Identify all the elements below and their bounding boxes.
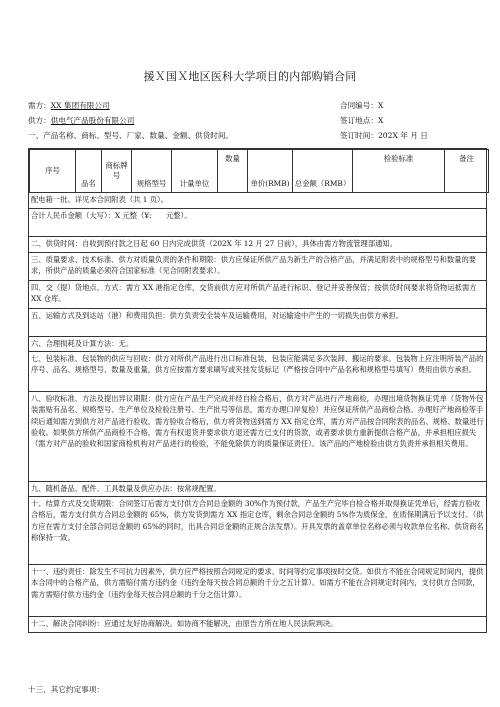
clause-row: 合计人民币金额（大写）：X 元整（¥: 元整）。: [29, 208, 486, 223]
other-terms-heading: 十三、其它约定事项：: [28, 685, 104, 694]
clause-row: 七、包装标准、包装物的供应与回收：供方对所供产品进行出口标准包装，包装应能满足多次装卸、搬运的要求。包装物上应注明所装产品的序号、品名、规格型号、数量及重量，供方应按需方要求刷写或夹挂发货标记（严格按合同中产品名称和规格型号填写）费用由供方承担。: [29, 351, 486, 391]
header-brand: 商标牌号: [102, 150, 132, 193]
header-total: 总金额（RMB）: [293, 150, 353, 193]
clause-row: 十一、违约责任：除发生不可抗力因素外，供方应严格按照合同规定的要求、时间等约定事项按时交货。如供方不能在合同规定时间内，提供本合同中的合格产品，供方需赔付需方违约金（违约金每天按合同总额的千分之五计算）。如需方不能在合同规定时间内，支付供方合同款，需方需赔付供方违约金（违约金每天按合同总额的千分之伍计算）。: [29, 564, 486, 616]
header-qty: 数量: [218, 150, 248, 193]
product-table: [29, 149, 489, 193]
seller-line: [28, 116, 134, 126]
buyer-label: 需方：: [28, 101, 51, 110]
header-seq: 序号: [30, 150, 76, 193]
page-title: 援Ｘ国Ｘ地区医科大学项目的内部购销合同: [143, 70, 357, 83]
clause-row: 十二、解决合同纠纷：应通过友好协商解决。如协商不能解决，由原告方所在地人民法院判决。: [29, 616, 486, 632]
clause-row: 五、运输方式及到达站（港）和费用负担：供方负责安全装车及运输费用，对运输途中产生的一切损失由供方承担。: [29, 308, 486, 336]
clause-row: 三、质量要求、技术标准、供方对质量负责的条件和期限：供方应保证所供产品为新生产的合格产品，并满足附表中的规格型号和数量的要求，所供产品的质量必须符合国家标准（见合同附表要求）。: [29, 252, 486, 280]
contract-sheet: [28, 148, 487, 633]
buyer-name: XX 集团有限公司: [50, 101, 110, 110]
clause-row: 配电箱一批。详见本合同附表（共 1 页）。: [31, 195, 168, 204]
seller-label: 供方：: [28, 116, 51, 125]
seller-name: 供电气产品股份有限公司: [50, 116, 135, 125]
header-standard: 检验标准: [353, 150, 445, 193]
clause-row: 九、随机备品、配件、工具数量及供应办法：按常规配置。: [29, 481, 486, 496]
header-price: 单价(RMB): [248, 150, 293, 193]
clause-row: 十、结算方式及交货期限：合同签订后需方支付供方合同总金额的 30%作为预付款，产品生产完毕自检合格并取得换证凭单后，经需方验收合格后，需方支付供方合同总金额的 65%，供方发货到需方 XX 指定仓库，剩余合同总金额的 5%作为质保金，在质保期满后予以支付。（供方应在需方支付全部合同总金额的 65%的同时，出具合同总金额的正规合法发票）。开具发票的盖章单位名称必须与收款单位名称、供货商名称保持一致。: [29, 496, 486, 564]
contract-number: 合同编号：X: [340, 101, 384, 110]
header-note: 备注: [445, 150, 489, 193]
clause-row: 六、合理损耗及计算方法：无。: [29, 336, 486, 351]
header-name: 品名: [76, 150, 102, 193]
section-1-heading: 一、产品名称、商标、型号、厂家、数量、金额、供货时间。: [28, 131, 234, 140]
clause-row: 八、验收标准、方法及提出异议期限：供方应在产品生产完成并经自检合格后，供方对产品进行产地商检，办理出境货物换证凭单（货物外包装需贴有品名、规格型号、生产单位及检验注册号、生产批号等信息，需方办理口岸复检）并应保证所供产品商检合格。办理好产地商检等手续后通知需方到供方对产品进行验收，需方验收合格后，供方将货物送到需方 XX 指定仓库，需方对产品按合同附表的品名、规格、数量进行验收。如果供方所供产品商检不合格，需方有权退货并要求供方退还需方已支付的货款，或者要求供方重新提供合格产品，并承担相应损失（需方对产品的验收和国家商检机构对产品进行的检验，不能免除供方的质量保证责任）。该产品的产地检验由供方负责并承担相关费用。: [29, 391, 486, 481]
buyer-line: [28, 101, 110, 111]
clause-row: 四、交（提）货地点、方式：需方 XX 港指定仓库，交货前供方应对所供产品进行标识、登记并妥善保管；按供货时间要求将货物运抵需方 XX 仓库。: [29, 280, 486, 308]
header-model: 规格型号: [132, 150, 172, 193]
sign-place: 签订地点：X: [340, 116, 384, 125]
header-unit: 计量单位: [172, 150, 218, 193]
clause-row: 二、供货时间：自收到预付款之日起 60 日内完成供货（202X 年 12 月 27 日前），具体由需方物流管理部通知。: [29, 236, 486, 252]
sign-date: 签订时间：202X 年 月 日: [340, 131, 428, 140]
